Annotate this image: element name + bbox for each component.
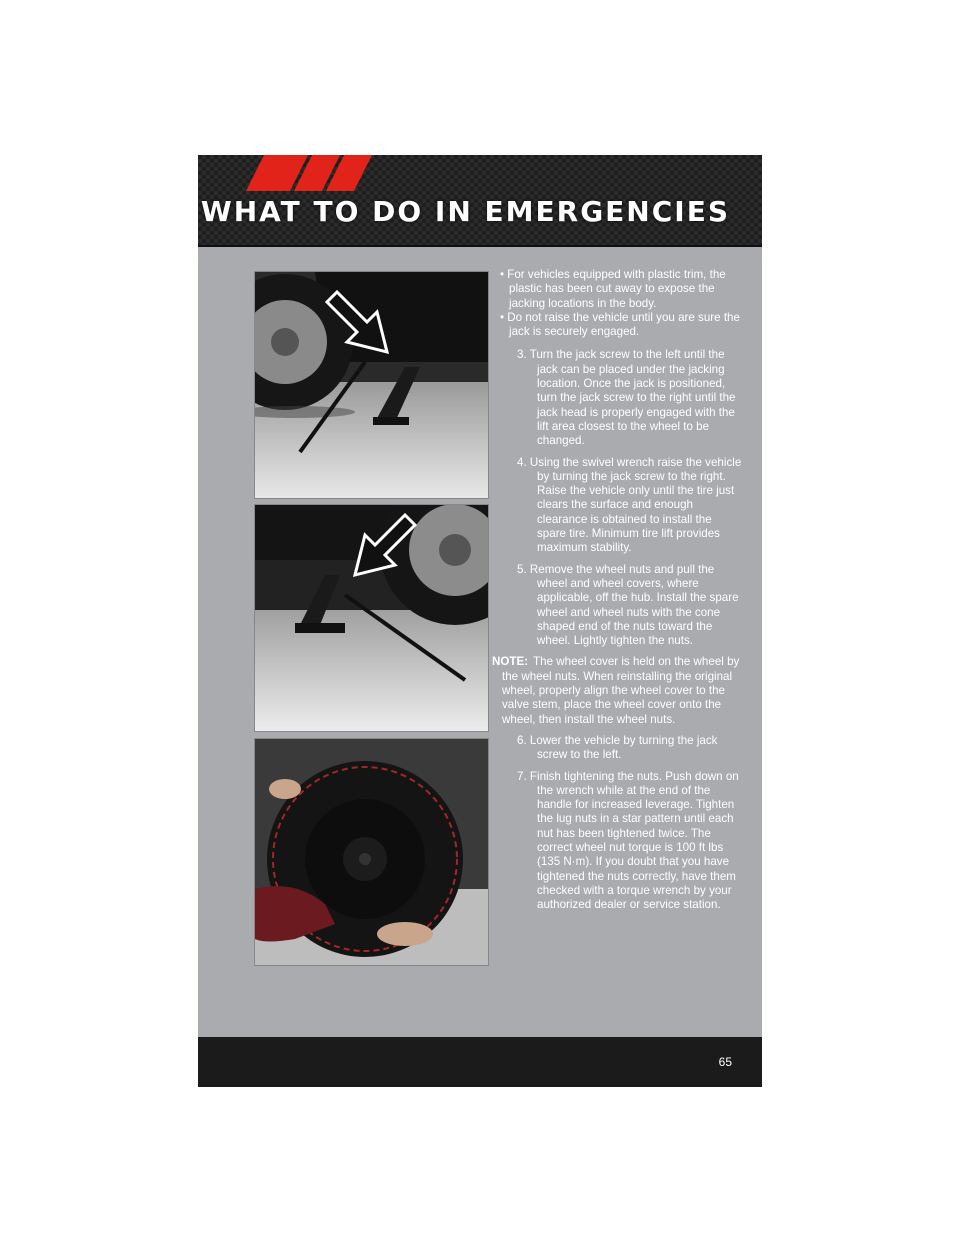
- step-number: 3.: [517, 348, 527, 362]
- page-number: 65: [718, 1055, 732, 1069]
- page-footer: [198, 1037, 762, 1087]
- step-text: Remove the wheel nuts and pull the wheel and wheel covers, where applicable, off the hub. Install the spare wheel and wheel nuts with the cone shaped end of the nuts toward the wheel. Lightly tighten the nuts.: [529, 562, 739, 648]
- step-4: [492, 456, 742, 556]
- step-text: Lower the vehicle by turning the jack screw to the left.: [529, 733, 718, 762]
- jack-raising-photo: [254, 504, 489, 732]
- step-5: [492, 563, 742, 649]
- section-title: WHAT TO DO IN EMERGENCIES: [200, 195, 730, 228]
- step-number: 4.: [517, 455, 527, 469]
- step-3: [492, 348, 742, 448]
- manual-page: [198, 155, 762, 1087]
- spare-tire-install-photo: [254, 738, 489, 966]
- bullet-plastic-trim: • For vehicles equipped with plastic trim, the plastic has been cut away to expose the jacking locations in the body.: [492, 268, 742, 311]
- step-text: Finish tightening the nuts. Push down on the wrench while at the end of the handle for increased leverage. Tighten the lug nuts in a star pattern until each nut has been tightened twice. The correct wheel nut torque is 100 ft lbs (135 N·m). If you doubt that you have tightened the nuts correctly, have them checked with a torque wrench by your authorized dealer or service station.: [529, 769, 739, 912]
- note-text: The wheel cover is held on the wheel by the wheel nuts. When reinstalling the original wheel, properly align the wheel cover to the valve stem, place the wheel cover onto the wheel, then install the wheel nuts.: [502, 655, 740, 726]
- step-number: 6.: [517, 733, 527, 747]
- section-header: [198, 155, 762, 247]
- instructions-text: [492, 268, 742, 912]
- step-number: 7.: [517, 769, 527, 783]
- jack-positioning-photo: [254, 271, 489, 499]
- step-7: [492, 770, 742, 913]
- wheel-cover-note: [492, 655, 742, 726]
- step-text: Using the swivel wrench raise the vehicle by turning the jack screw to the right. Raise the vehicle only until the tire just clears the surface and enough clearance is obtained to install the spare tire. Minimum tire lift provides maximum stability.: [529, 455, 742, 555]
- racing-stripes-logo: [246, 155, 376, 191]
- bullet-jack-engaged: • Do not raise the vehicle until you are sure the jack is securely engaged.: [492, 311, 742, 340]
- step-6: [492, 734, 742, 763]
- step-number: 5.: [517, 562, 527, 576]
- note-label: NOTE:: [492, 655, 529, 669]
- step-text: Turn the jack screw to the left until the jack can be placed under the jacking location. Once the jack is positioned, turn the jack screw to the right until the jack head is properly engaged with the lift area closest to the wheel to be changed.: [529, 348, 736, 448]
